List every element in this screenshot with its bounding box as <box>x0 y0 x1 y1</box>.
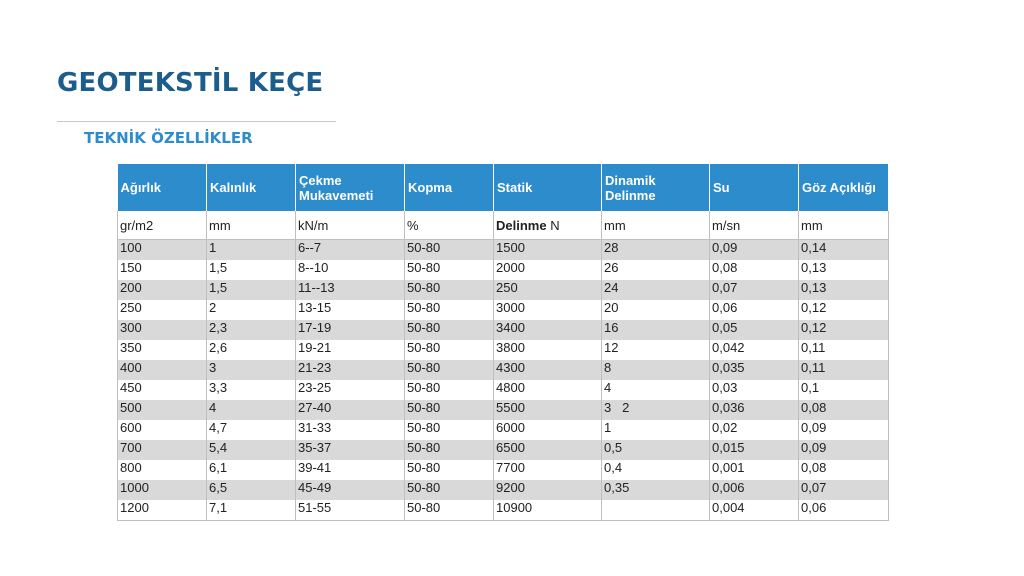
cell-tensile: 51-55 <box>296 500 405 521</box>
cell-water: 0,036 <box>710 400 799 420</box>
units-row <box>118 211 889 240</box>
cell-dynamic: 1 <box>602 420 710 440</box>
cell-break: 50-80 <box>405 280 494 300</box>
cell-aperture: 0,09 <box>799 440 889 460</box>
cell-tensile: 31-33 <box>296 420 405 440</box>
unit-tensile: kN/m <box>296 211 405 240</box>
cell-thickness: 5,4 <box>207 440 296 460</box>
table-row <box>118 480 889 500</box>
cell-weight: 350 <box>118 340 207 360</box>
cell-thickness: 1,5 <box>207 260 296 280</box>
cell-aperture: 0,12 <box>799 300 889 320</box>
cell-weight: 100 <box>118 240 207 261</box>
cell-dynamic: 28 <box>602 240 710 261</box>
cell-aperture: 0,14 <box>799 240 889 261</box>
cell-thickness: 2 <box>207 300 296 320</box>
col-header-static: Statik <box>494 164 602 211</box>
cell-thickness: 1 <box>207 240 296 261</box>
cell-static: 250 <box>494 280 602 300</box>
cell-static: 5500 <box>494 400 602 420</box>
table-row <box>118 400 889 420</box>
table-row <box>118 360 889 380</box>
unit-aperture: mm <box>799 211 889 240</box>
cell-break: 50-80 <box>405 360 494 380</box>
cell-water: 0,006 <box>710 480 799 500</box>
page-title: GEOTEKSTİL KEÇE <box>57 68 324 98</box>
table-header-row <box>118 164 889 211</box>
unit-dynamic: mm <box>602 211 710 240</box>
unit-weight: gr/m2 <box>118 211 207 240</box>
cell-tensile: 17-19 <box>296 320 405 340</box>
cell-tensile: 23-25 <box>296 380 405 400</box>
cell-thickness: 1,5 <box>207 280 296 300</box>
cell-static: 3400 <box>494 320 602 340</box>
cell-static: 4800 <box>494 380 602 400</box>
cell-thickness: 6,1 <box>207 460 296 480</box>
cell-dynamic: 20 <box>602 300 710 320</box>
cell-static: 1500 <box>494 240 602 261</box>
cell-weight: 500 <box>118 400 207 420</box>
col-header-thickness: Kalınlık <box>207 164 296 211</box>
cell-dynamic: 26 <box>602 260 710 280</box>
cell-weight: 250 <box>118 300 207 320</box>
cell-weight: 1200 <box>118 500 207 521</box>
unit-static <box>494 211 602 240</box>
cell-aperture: 0,09 <box>799 420 889 440</box>
cell-thickness: 2,3 <box>207 320 296 340</box>
cell-weight: 150 <box>118 260 207 280</box>
cell-break: 50-80 <box>405 300 494 320</box>
cell-dynamic: 3 2 <box>602 400 710 420</box>
cell-break: 50-80 <box>405 500 494 521</box>
cell-thickness: 4,7 <box>207 420 296 440</box>
cell-weight: 200 <box>118 280 207 300</box>
col-header-water: Su <box>710 164 799 211</box>
cell-dynamic: 0,4 <box>602 460 710 480</box>
cell-tensile: 11--13 <box>296 280 405 300</box>
cell-aperture: 0,08 <box>799 400 889 420</box>
cell-water: 0,015 <box>710 440 799 460</box>
cell-thickness: 6,5 <box>207 480 296 500</box>
table-row <box>118 420 889 440</box>
cell-static: 4300 <box>494 360 602 380</box>
cell-water: 0,09 <box>710 240 799 261</box>
unit-break: % <box>405 211 494 240</box>
cell-dynamic: 8 <box>602 360 710 380</box>
cell-static: 2000 <box>494 260 602 280</box>
cell-break: 50-80 <box>405 340 494 360</box>
cell-weight: 800 <box>118 460 207 480</box>
cell-dynamic: 0,35 <box>602 480 710 500</box>
cell-static: 6000 <box>494 420 602 440</box>
cell-tensile: 6--7 <box>296 240 405 261</box>
cell-water: 0,07 <box>710 280 799 300</box>
cell-aperture: 0,06 <box>799 500 889 521</box>
cell-aperture: 0,13 <box>799 260 889 280</box>
cell-static: 3000 <box>494 300 602 320</box>
cell-break: 50-80 <box>405 240 494 261</box>
table-row <box>118 380 889 400</box>
cell-thickness: 4 <box>207 400 296 420</box>
cell-aperture: 0,13 <box>799 280 889 300</box>
col-header-aperture: Göz Açıklığı <box>799 164 889 211</box>
table-row <box>118 500 889 521</box>
cell-weight: 600 <box>118 420 207 440</box>
cell-tensile: 13-15 <box>296 300 405 320</box>
cell-weight: 700 <box>118 440 207 460</box>
cell-static: 9200 <box>494 480 602 500</box>
cell-tensile: 39-41 <box>296 460 405 480</box>
cell-thickness: 7,1 <box>207 500 296 521</box>
cell-aperture: 0,08 <box>799 460 889 480</box>
table-row <box>118 440 889 460</box>
cell-water: 0,001 <box>710 460 799 480</box>
table-row <box>118 280 889 300</box>
col-header-dynamic-puncture: Dinamik Delinme <box>602 164 710 211</box>
cell-water: 0,042 <box>710 340 799 360</box>
unit-static-label: Delinme <box>496 217 547 233</box>
unit-thickness: mm <box>207 211 296 240</box>
cell-water: 0,035 <box>710 360 799 380</box>
unit-static-n: N <box>546 217 560 233</box>
cell-thickness: 2,6 <box>207 340 296 360</box>
cell-water: 0,03 <box>710 380 799 400</box>
section-subtitle: TEKNİK ÖZELLİKLER <box>84 129 253 147</box>
table-row <box>118 240 889 261</box>
table-row <box>118 460 889 480</box>
cell-break: 50-80 <box>405 380 494 400</box>
cell-water: 0,02 <box>710 420 799 440</box>
cell-dynamic: 0,5 <box>602 440 710 460</box>
cell-break: 50-80 <box>405 420 494 440</box>
col-header-break: Kopma <box>405 164 494 211</box>
cell-water: 0,05 <box>710 320 799 340</box>
cell-aperture: 0,1 <box>799 380 889 400</box>
cell-tensile: 45-49 <box>296 480 405 500</box>
col-header-tensile-strength: Çekme Mukavemeti <box>296 164 405 211</box>
col-header-weight: Ağırlık <box>118 164 207 211</box>
cell-static: 10900 <box>494 500 602 521</box>
cell-static: 7700 <box>494 460 602 480</box>
cell-break: 50-80 <box>405 480 494 500</box>
cell-tensile: 8--10 <box>296 260 405 280</box>
cell-water: 0,08 <box>710 260 799 280</box>
cell-thickness: 3 <box>207 360 296 380</box>
cell-dynamic: 24 <box>602 280 710 300</box>
cell-static: 6500 <box>494 440 602 460</box>
cell-break: 50-80 <box>405 440 494 460</box>
cell-break: 50-80 <box>405 320 494 340</box>
cell-aperture: 0,11 <box>799 340 889 360</box>
cell-thickness: 3,3 <box>207 380 296 400</box>
cell-tensile: 19-21 <box>296 340 405 360</box>
cell-aperture: 0,12 <box>799 320 889 340</box>
table-row <box>118 320 889 340</box>
cell-dynamic: 16 <box>602 320 710 340</box>
table-row <box>118 340 889 360</box>
cell-weight: 300 <box>118 320 207 340</box>
cell-aperture: 0,07 <box>799 480 889 500</box>
cell-aperture: 0,11 <box>799 360 889 380</box>
cell-dynamic: 12 <box>602 340 710 360</box>
cell-dynamic: 4 <box>602 380 710 400</box>
cell-tensile: 21-23 <box>296 360 405 380</box>
cell-tensile: 35-37 <box>296 440 405 460</box>
technical-specs-table <box>117 164 889 521</box>
cell-static: 3800 <box>494 340 602 360</box>
cell-tensile: 27-40 <box>296 400 405 420</box>
table-row <box>118 300 889 320</box>
unit-water: m/sn <box>710 211 799 240</box>
cell-dynamic <box>602 500 710 521</box>
cell-break: 50-80 <box>405 260 494 280</box>
cell-weight: 450 <box>118 380 207 400</box>
title-divider <box>57 121 336 122</box>
cell-water: 0,004 <box>710 500 799 521</box>
cell-weight: 400 <box>118 360 207 380</box>
cell-break: 50-80 <box>405 400 494 420</box>
cell-break: 50-80 <box>405 460 494 480</box>
cell-weight: 1000 <box>118 480 207 500</box>
table-row <box>118 260 889 280</box>
cell-water: 0,06 <box>710 300 799 320</box>
